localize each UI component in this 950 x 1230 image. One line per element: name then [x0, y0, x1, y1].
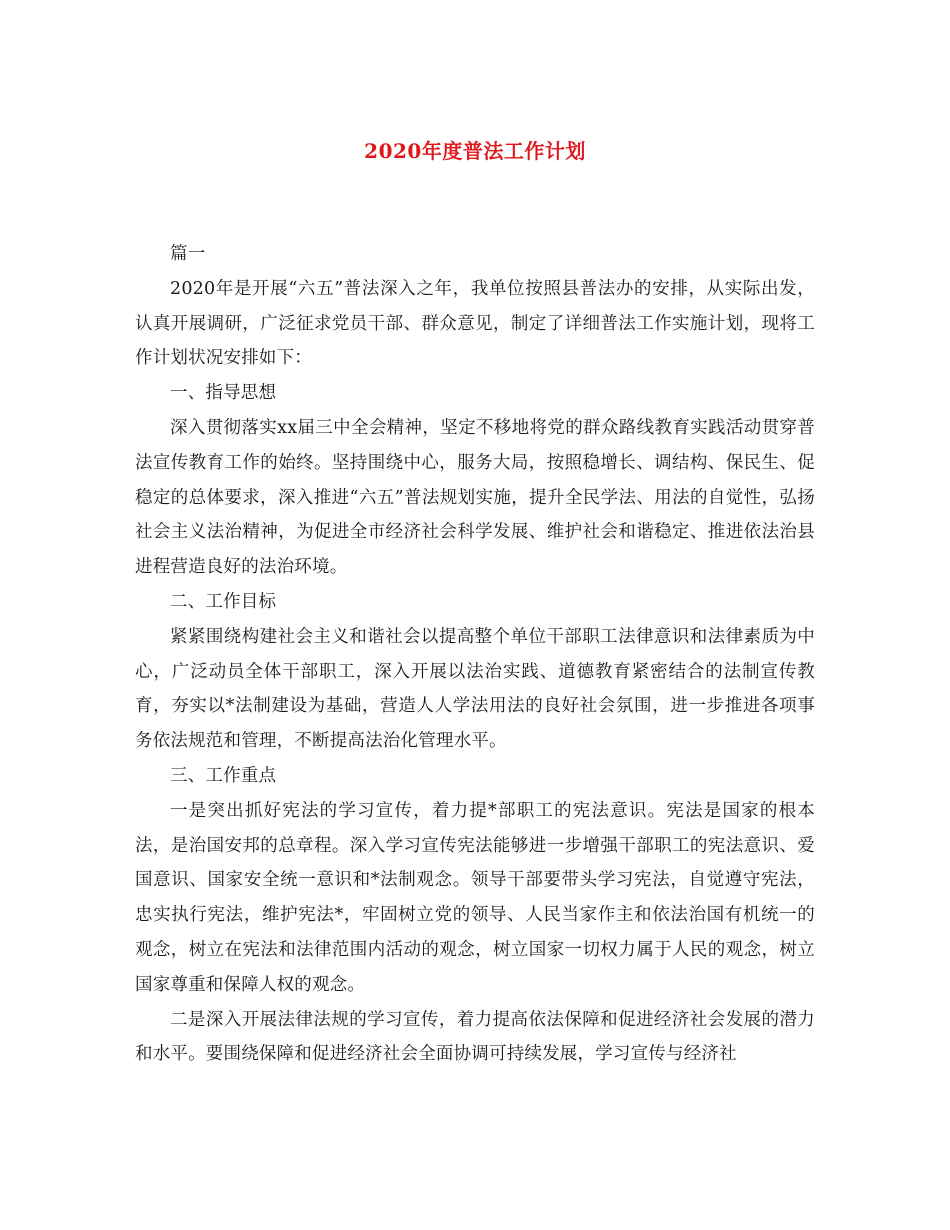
intro-paragraph: 2020年是开展“六五”普法深入之年，我单位按照县普法办的安排，从实际出发，认真开展调研，广泛征求党员干部、群众意见，制定了详细普法工作实施计划，现将工作计划状况安排如下： — [135, 278, 815, 369]
section-label-pian-yi: 篇一 — [170, 244, 206, 264]
document-body — [135, 237, 815, 1072]
guiding-ideology-paragraph: 深入贯彻落实xx届三中全会精神，坚定不移地将党的群众路线教育实践活动贯穿普法宣传教育工作的始终。坚持围绕中心，服务大局，按照稳增长、调结构、保民生、促稳定的总体要求，深入推进“六五”普法规划实施，提升全民学法、用法的自觉性，弘扬社会主义法治精神，为促进全市经济社会科学发展、维护社会和谐稳定、推进依法治县进程营造良好的法治环境。 — [135, 417, 815, 578]
work-focus-item-1: 一是突出抓好宪法的学习宣传，着力提*部职工的宪法意识。宪法是国家的根本法，是治国安邦的总章程。深入学习宣传宪法能够进一步增强干部职工的宪法意识、爱国意识、国家安全统一意识和*法制观念。领导干部要带头学习宪法，自觉遵守宪法，忠实执行宪法，维护宪法*，牢固树立党的领导、人民当家作主和依法治国有机统一的观念，树立在宪法和法律范围内活动的观念，树立国家一切权力属于人民的观念，树立国家尊重和保障人权的观念。 — [135, 800, 815, 995]
document-title: 2020年度普法工作计划 — [364, 139, 586, 163]
work-goals-paragraph: 紧紧围绕构建社会主义和谐社会以提高整个单位干部职工法律意识和法律素质为中心，广泛动员全体干部职工，深入开展以法治实践、道德教育紧密结合的法制宣传教育，夯实以*法制建设为基础，营造人人学法用法的良好社会氛围，进一步推进各项事务依法规范和管理，不断提高法治化管理水平。 — [135, 626, 815, 752]
work-focus-item-2: 二是深入开展法律法规的学习宣传，着力提高依法保障和促进经济社会发展的潜力和水平。要围绕保障和促进经济社会全面协调可持续发展，学习宣传与经济社 — [135, 1009, 815, 1065]
heading-work-focus: 三、工作重点 — [170, 765, 277, 786]
heading-work-goals: 二、工作目标 — [170, 591, 277, 612]
heading-guiding-ideology: 一、指导思想 — [170, 383, 277, 404]
